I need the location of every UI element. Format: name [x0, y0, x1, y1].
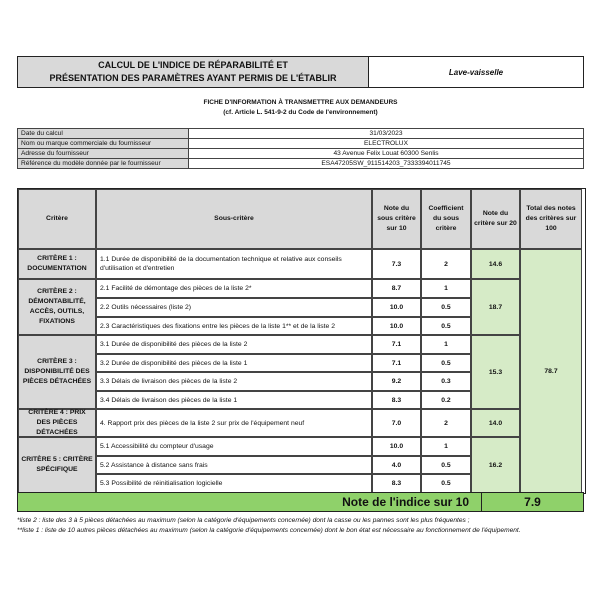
col-header-critere: Critère: [18, 189, 96, 249]
subcriterion-3-2: 3.2 Durée de disponibilité des pièces de la liste 1: [96, 354, 372, 372]
subtitle-line-1: FICHE D'INFORMATION À TRANSMETTRE AUX DEMANDEURS: [203, 99, 398, 106]
footnotes: [17, 516, 584, 536]
subcriterion-2-2: 2.2 Outils nécessaires (liste 2): [96, 298, 372, 317]
info-label: Référence du modèle donnée par le fournisseur: [18, 159, 189, 169]
final-score-bar: [17, 492, 584, 512]
coef-2-1: 1: [421, 279, 471, 298]
note20-5: 16.2: [471, 437, 520, 493]
col-header-note20: Note du critère sur 20: [471, 189, 520, 249]
footnote-liste-2: *liste 2 : liste des 3 à 5 pièces détachées au maximum (selon la catégorie d'équipements concernée) dont la casse ou les pannes sont les plus fréquentes ;: [17, 517, 470, 524]
subcriterion-2-3: 2.3 Caractéristiques des fixations entre les pièces de la liste 1** et de la liste 2: [96, 317, 372, 335]
note-4: 7.0: [372, 409, 421, 437]
note-2-1: 8.7: [372, 279, 421, 298]
note-1-1: 7.3: [372, 249, 421, 279]
subcriterion-1-1: 1.1 Durée de disponibilité de la documentation technique et relative aux conseils d'utilisation et d'entretien: [96, 249, 372, 279]
coef-5-3: 0.5: [421, 474, 471, 493]
info-row: [18, 129, 584, 139]
info-value: ESA47205SW_911514203_7333394011745: [189, 159, 584, 169]
info-label: Nom ou marque commerciale du fournisseur: [18, 139, 189, 149]
subcriterion-3-1: 3.1 Durée de disponibilité des pièces de la liste 2: [96, 335, 372, 354]
col-header-sous-critere: Sous-critère: [96, 189, 372, 249]
info-label: Adresse du fournisseur: [18, 149, 189, 159]
info-table: [17, 128, 584, 169]
score-table: [17, 188, 586, 494]
subcriterion-5-2: 5.2 Assistance à distance sans frais: [96, 456, 372, 474]
final-score-label: Note de l'indice sur 10: [342, 495, 469, 509]
subtitle: [17, 98, 584, 118]
info-row: [18, 159, 584, 169]
note-3-3: 9.2: [372, 372, 421, 391]
title-box: [17, 56, 369, 88]
criterion-5: CRITÈRE 5 : CRITÈRE SPÉCIFIQUE: [18, 437, 96, 493]
subcriterion-2-1: 2.1 Facilité de démontage des pièces de la liste 2*: [96, 279, 372, 298]
note20-3: 15.3: [471, 335, 520, 409]
col-header-note10: Note du sous critère sur 10: [372, 189, 421, 249]
criterion-1: CRITÈRE 1 : DOCUMENTATION: [18, 249, 96, 279]
note-5-2: 4.0: [372, 456, 421, 474]
note-2-3: 10.0: [372, 317, 421, 335]
note-5-1: 10.0: [372, 437, 421, 456]
coef-5-2: 0.5: [421, 456, 471, 474]
coef-3-3: 0.3: [421, 372, 471, 391]
title-line-1: CALCUL DE L'INDICE DE RÉPARABILITÉ ET: [98, 60, 288, 70]
footnote-liste-1: **liste 1 : liste de 10 autres pièces détachées au maximum (selon la catégorie d'équipements concernée) dont le bon état est nécessaire au fonctionnement de l'équipement.: [17, 527, 521, 534]
coef-3-4: 0.2: [421, 391, 471, 409]
subcriterion-5-3: 5.3 Possibilité de réinitialisation logicielle: [96, 474, 372, 493]
subcriterion-4: 4. Rapport prix des pièces de la liste 2 sur prix de l'équipement neuf: [96, 409, 372, 437]
coef-3-1: 1: [421, 335, 471, 354]
note20-2: 18.7: [471, 279, 520, 335]
coef-2-3: 0.5: [421, 317, 471, 335]
note-5-3: 8.3: [372, 474, 421, 493]
coef-3-2: 0.5: [421, 354, 471, 372]
coef-2-2: 0.5: [421, 298, 471, 317]
col-header-coef: Coefficient du sous critère: [421, 189, 471, 249]
info-value: ELECTROLUX: [189, 139, 584, 149]
total-score: 78.7: [520, 249, 582, 493]
note20-4: 14.0: [471, 409, 520, 437]
note-3-4: 8.3: [372, 391, 421, 409]
coef-1-1: 2: [421, 249, 471, 279]
info-value: 31/03/2023: [189, 129, 584, 139]
info-row: [18, 149, 584, 159]
note-3-1: 7.1: [372, 335, 421, 354]
note-3-2: 7.1: [372, 354, 421, 372]
note20-1: 14.6: [471, 249, 520, 279]
subcriterion-5-1: 5.1 Accessibilité du compteur d'usage: [96, 437, 372, 456]
title-line-2: PRÉSENTATION DES PARAMÈTRES AYANT PERMIS DE L'ÉTABLIR: [49, 73, 337, 83]
subcriterion-3-4: 3.4 Délais de livraison des pièces de la liste 1: [96, 391, 372, 409]
col-header-total: Total des notes des critères sur 100: [520, 189, 582, 249]
note-2-2: 10.0: [372, 298, 421, 317]
category-box: [369, 56, 584, 88]
subcriterion-3-3: 3.3 Délais de livraison des pièces de la liste 2: [96, 372, 372, 391]
final-score-value: 7.9: [481, 493, 583, 511]
category-label: Lave-vaisselle: [448, 67, 504, 77]
info-value: 43 Avenue Felix Louat 60300 Senlis: [189, 149, 584, 159]
coef-5-1: 1: [421, 437, 471, 456]
coef-4: 2: [421, 409, 471, 437]
criterion-2: CRITÈRE 2 : DÉMONTABILITÉ, ACCÈS, OUTILS, FIXATIONS: [18, 279, 96, 335]
info-row: [18, 139, 584, 149]
subtitle-line-2: (cf. Article L. 541-9-2 du Code de l'environnement): [223, 109, 378, 116]
criterion-3: CRITÈRE 3 : DISPONIBILITÉ DES PIÈCES DÉTACHÉES: [18, 335, 96, 409]
info-label: Date du calcul: [18, 129, 189, 139]
criterion-4: CRITÈRE 4 : PRIX DES PIÈCES DÉTACHÉES: [18, 409, 96, 437]
